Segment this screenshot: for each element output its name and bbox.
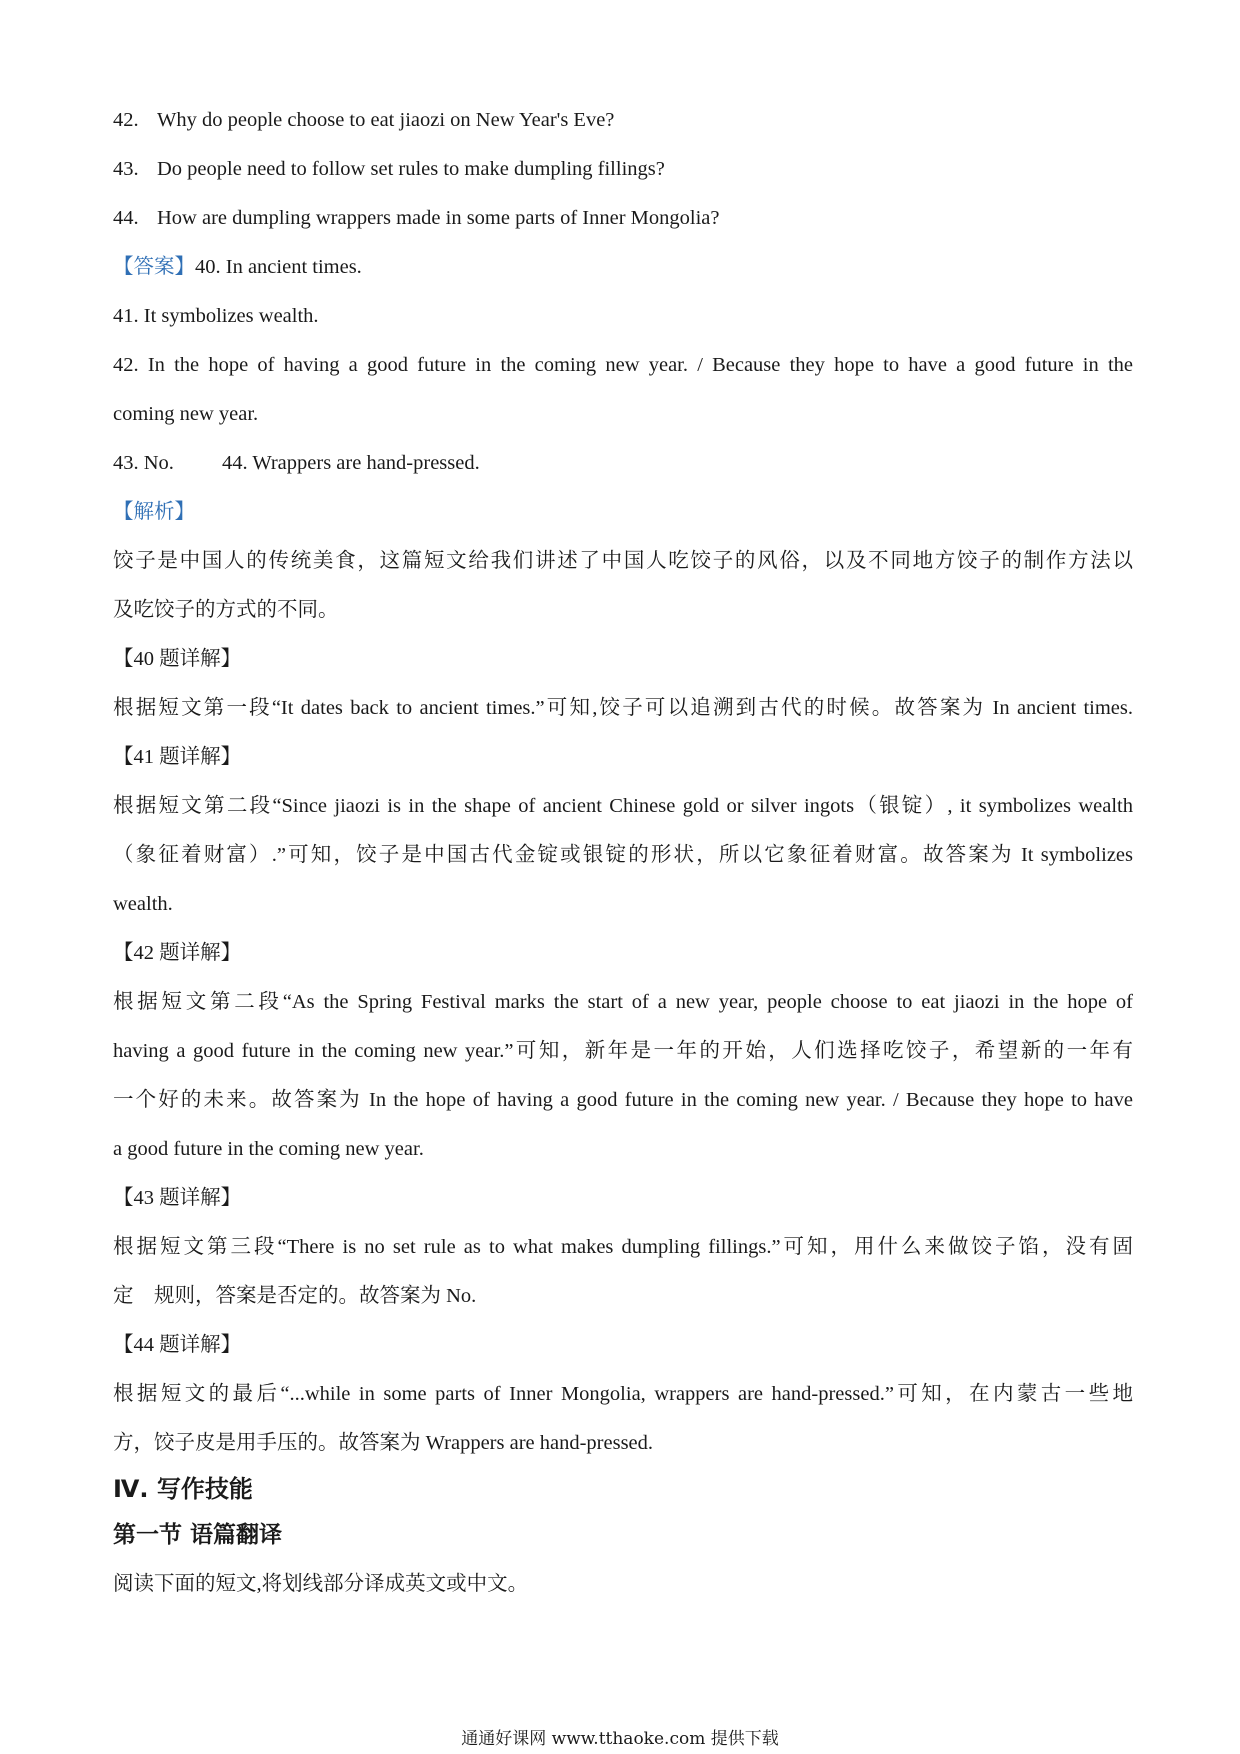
- question-44: [113, 204, 1133, 232]
- answer-44: 44. Wrappers are hand-pressed.: [221, 452, 480, 474]
- detail-44-line-2: 方，饺子皮是用手压的。故答案为 Wrappers are hand-pressed.: [113, 1432, 654, 1454]
- answer-42-line-1: 42. In the hope of having a good future in the coming new year. / Because they hope to have a good future in the: [113, 354, 1133, 376]
- question-text: Why do people choose to eat jiaozi on New Year's Eve?: [157, 109, 615, 131]
- detail-42-line-2: having a good future in the coming new year.”可知，新年是一年的开始，人们选择吃饺子，希望新的一年有: [113, 1040, 1133, 1062]
- detail-42-line-4: a good future in the coming new year.: [113, 1138, 424, 1160]
- section-title: Ⅳ. 写作技能: [113, 1475, 253, 1503]
- detail-41-heading: 【41 题详解】: [113, 746, 242, 768]
- section-instruction: 阅读下面的短文,将划线部分译成英文或中文。: [113, 1573, 529, 1595]
- analysis-summary-line-2: 及吃饺子的方式的不同。: [113, 599, 339, 621]
- analysis-tag: 【解析】: [113, 501, 195, 523]
- detail-43-heading: 【43 题详解】: [113, 1187, 242, 1209]
- detail-40-heading: 【40 题详解】: [113, 648, 242, 670]
- detail-42-line-1: 根据短文第二段“As the Spring Festival marks the start of a new year, people choose to eat jiaozi in the hope of: [113, 991, 1133, 1013]
- question-number: 44.: [113, 207, 139, 229]
- detail-41-line-1: 根据短文第二段“Since jiaozi is in the shape of ancient Chinese gold or silver ingots（银锭）, it symbolizes wealth: [113, 795, 1133, 817]
- detail-43-line-1: 根据短文第三段“There is no set rule as to what makes dumpling fillings.”可知，用什么来做饺子馅，没有固: [113, 1236, 1133, 1258]
- detail-43-line-2: 定 规则，答案是否定的。故答案为 No.: [113, 1285, 477, 1307]
- answer-line-40: [113, 253, 1133, 281]
- section-subtitle: 第一节 语篇翻译: [113, 1522, 283, 1548]
- question-text: How are dumpling wrappers made in some parts of Inner Mongolia?: [157, 207, 720, 229]
- detail-41-line-2: （象征着财富）.”可知，饺子是中国古代金锭或银锭的形状，所以它象征着财富。故答案为 It symbolizes: [113, 844, 1133, 866]
- answer-40: 40. In ancient times.: [195, 256, 362, 278]
- detail-42-heading: 【42 题详解】: [113, 942, 242, 964]
- detail-44-line-1: 根据短文的最后“...while in some parts of Inner Mongolia, wrappers are hand-pressed.”可知，在内蒙古一些地: [113, 1383, 1133, 1405]
- answer-line-43-44: [113, 449, 1133, 477]
- question-43: [113, 155, 1133, 183]
- question-42: [113, 106, 1133, 134]
- answer-42-line-2: coming new year.: [113, 403, 259, 425]
- detail-41-line-3: wealth.: [113, 893, 173, 915]
- answer-41: 41. It symbolizes wealth.: [113, 305, 319, 327]
- question-number: 42.: [113, 109, 139, 131]
- question-number: 43.: [113, 158, 139, 180]
- detail-40-line-1: 根据短文第一段“It dates back to ancient times.”可知,饺子可以追溯到古代的时候。故答案为 In ancient times.: [113, 697, 1133, 719]
- detail-42-line-3: 一个好的未来。故答案为 In the hope of having a good future in the coming new year. / Because they hope to have: [113, 1089, 1133, 1111]
- answer-43: 43. No.: [113, 452, 174, 474]
- page-footer: 通通好课网 www.tthaoke.com 提供下载: [461, 1729, 779, 1749]
- answer-tag: 【答案】: [113, 256, 195, 278]
- question-text: Do people need to follow set rules to make dumpling fillings?: [157, 158, 665, 180]
- detail-44-heading: 【44 题详解】: [113, 1334, 242, 1356]
- analysis-summary-line-1: 饺子是中国人的传统美食，这篇短文给我们讲述了中国人吃饺子的风俗，以及不同地方饺子的制作方法以: [113, 550, 1133, 572]
